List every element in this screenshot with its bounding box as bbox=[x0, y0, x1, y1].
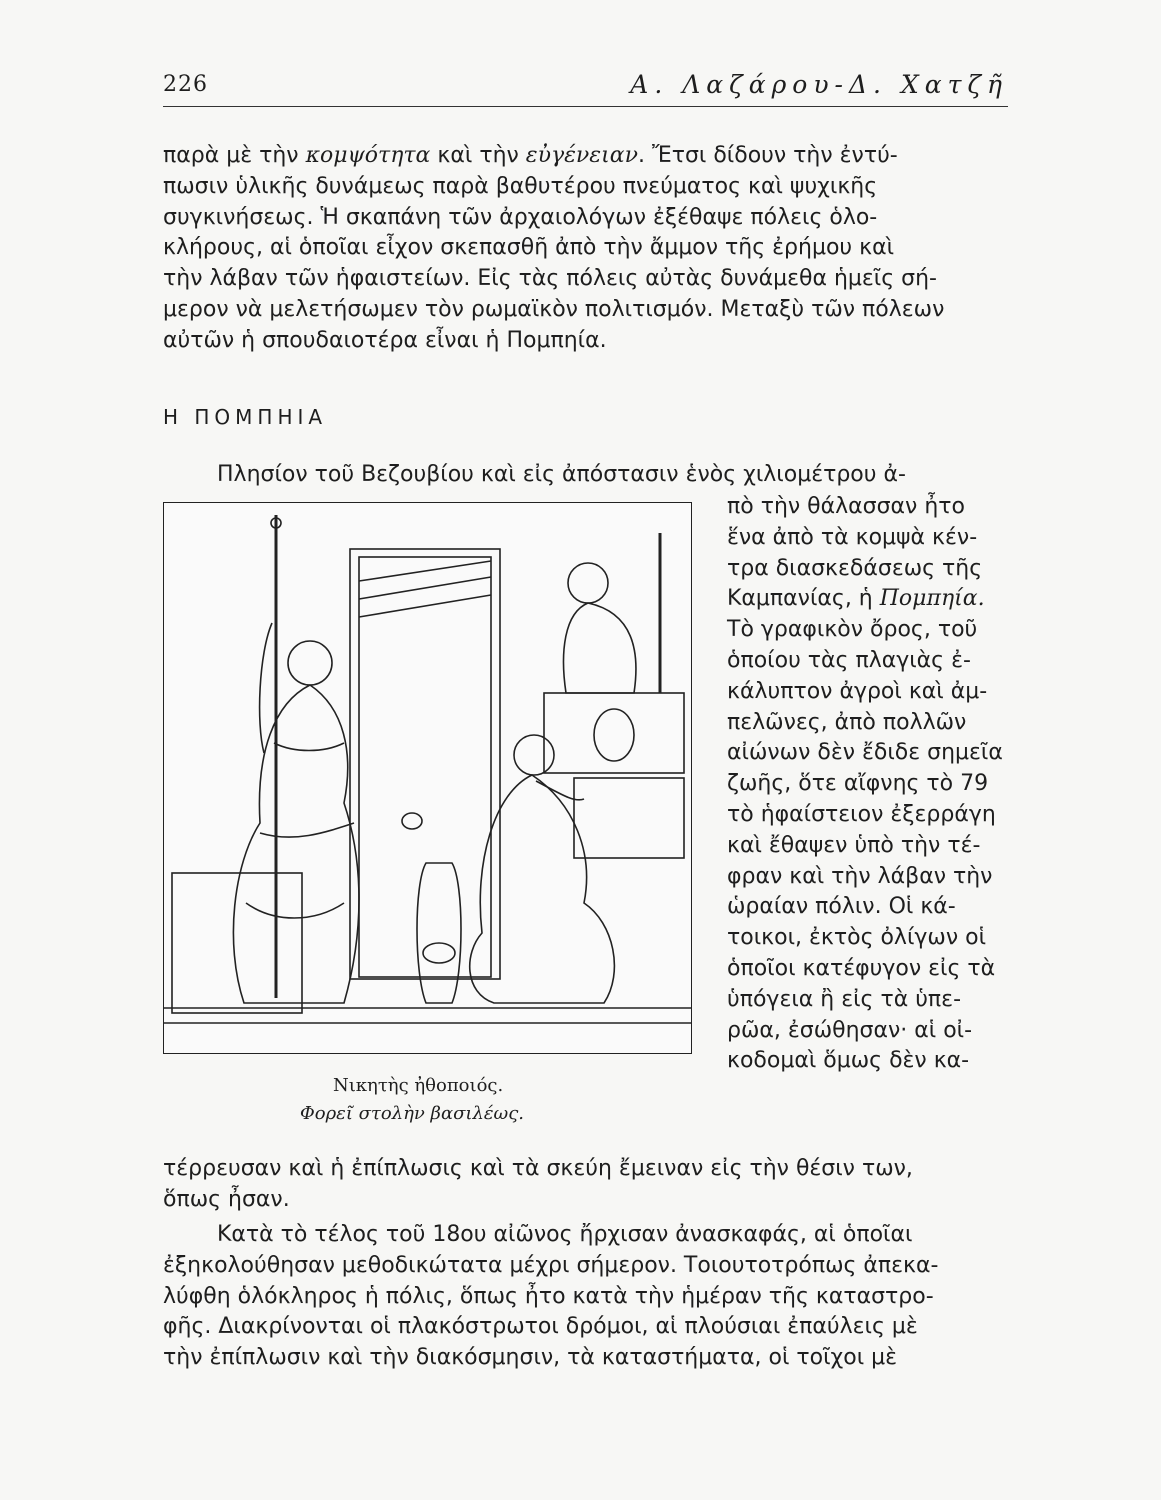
throne-seat bbox=[172, 873, 302, 1013]
page-number: 226 bbox=[163, 72, 208, 97]
column-line: αἰώνων δὲν ἔδιδε σημεῖα bbox=[727, 740, 1003, 766]
column-line: Τὸ γραφικὸν ὄρος, τοῦ bbox=[727, 617, 978, 643]
column-line: ἕνα ἀπὸ τὰ κομψὰ κέν- bbox=[727, 524, 978, 550]
excavation-paragraph bbox=[163, 1220, 1008, 1374]
figure-caption-title: Νικητὴς ἠθοποιός. bbox=[333, 1075, 504, 1096]
column-line bbox=[727, 584, 1010, 615]
column-line: κοδομαὶ ὅμως δὲν κα- bbox=[727, 1048, 970, 1074]
column-line: τοικοι, ἐκτὸς ὀλίγων οἱ bbox=[727, 925, 987, 951]
doorway-inner bbox=[359, 557, 491, 977]
column-line: τὸ ἡφαίστειον ἐξερράγη bbox=[727, 801, 996, 827]
section-heading: Η ΠΟΜΠΗΙΑ bbox=[163, 405, 328, 429]
fillet-object bbox=[402, 813, 422, 829]
excavation-line: λύφθη ὁλόκληρος ἡ πόλις, ὅπως ἦτο κατὰ τὴν ἡμέραν τῆς καταστρο- bbox=[163, 1283, 934, 1309]
emphasis-elegance: κομψότητα bbox=[305, 143, 431, 168]
excavation-line: ἐξηκολούθησαν μεθοδικώτατα μέχρι σήμερον. Τοιουτοτρόπως ἀπεκα- bbox=[163, 1252, 939, 1278]
intro-paragraph bbox=[163, 141, 1008, 357]
intro-line1-part: παρὰ μὲ τὴν bbox=[163, 143, 306, 168]
fresco-drawing bbox=[164, 503, 691, 1053]
column-line: ρῶα, ἐσώθησαν· αἱ οἰ- bbox=[727, 1017, 973, 1043]
emphasis-nobility: εὐγένειαν bbox=[525, 143, 638, 168]
intro-line: πωσιν ὑλικῆς δυνάμεως παρὰ βαθυτέρου πνεύματος καὶ ψυχικῆς bbox=[163, 173, 878, 199]
excavation-line: τὴν ἐπίπλωσιν καὶ τὴν διακόσμησιν, τὰ καταστήματα, οἱ τοῖχοι μὲ bbox=[163, 1345, 898, 1371]
tripod-bowl bbox=[423, 943, 455, 963]
actor-belt bbox=[274, 743, 344, 751]
column-line-part: Καμπανίας, ἡ bbox=[727, 586, 880, 612]
column-line: τρα διασκεδάσεως τῆς bbox=[727, 555, 983, 581]
actor-robe bbox=[233, 685, 359, 1003]
intro-line: αὐτῶν ἡ σπουδαιοτέρα εἶναι ἡ Πομπηία. bbox=[163, 327, 607, 353]
column-line: ὁποίου τὰς πλαγιὰς ἐ- bbox=[727, 647, 971, 673]
excavation-line: Κατὰ τὸ τέλος τοῦ 18ου αἰῶνος ἤρχισαν ἀνασκαφάς, αἱ ὁποῖαι bbox=[217, 1222, 913, 1247]
doorway-shading bbox=[359, 595, 491, 617]
doorway-frame bbox=[350, 549, 500, 979]
figure-caption-detail: Φορεῖ στολὴν βασιλέως. bbox=[300, 1103, 525, 1124]
actor-head bbox=[288, 641, 332, 685]
excavation-line: φῆς. Διακρίνονται οἱ πλακόστρωτοι δρόμοι, αἱ πλούσιαι ἐπαύλεις μὲ bbox=[163, 1314, 918, 1340]
intro-line1-part: . Ἔτσι δίδουν τὴν ἐντύ- bbox=[637, 143, 898, 168]
robe-fold bbox=[246, 903, 344, 918]
intro-line: τὴν λάβαν τῶν ἡφαιστείων. Εἰς τὰς πόλεις αὐτὰς δυνάμεθα ἡμεῖς σή- bbox=[163, 266, 937, 292]
column-line: ζωῆς, ὅτε αἴφνης τὸ 79 bbox=[727, 771, 989, 797]
pompeii-first-line: Πλησίον τοῦ Βεζουβίου καὶ εἰς ἀπόστασιν ἑνὸς χιλιομέτρου ἀ- bbox=[217, 462, 906, 487]
attendant-body bbox=[564, 603, 636, 693]
intro-line: συγκινήσεως. Ἡ σκαπάνη τῶν ἀρχαιολόγων ἐξέθαψε πόλεις ὁλο- bbox=[163, 204, 878, 230]
doorway-shading bbox=[359, 577, 491, 599]
column-line: ὡραίαν πόλιν. Οἱ κά- bbox=[727, 894, 956, 920]
attendant-head bbox=[568, 563, 608, 603]
page-header bbox=[163, 66, 1008, 107]
tail-line: ὅπως ἦσαν. bbox=[163, 1186, 290, 1212]
illustration-figure bbox=[163, 502, 692, 1054]
pompeii-column-text bbox=[727, 492, 1010, 1077]
tripod-stand bbox=[417, 863, 461, 1003]
column-line: ὑπόγεια ἢ εἰς τὰ ὑπε- bbox=[727, 986, 962, 1012]
theatrical-mask bbox=[594, 709, 634, 761]
column-line: κάλυπτον ἀγροὶ καὶ ἀμ- bbox=[727, 678, 988, 704]
pompeii-tail-text bbox=[163, 1154, 1008, 1216]
tail-line: τέρρευσαν καὶ ἡ ἐπίπλωσις καὶ τὰ σκεύη ἔμειναν εἰς τὴν θέσιν των, bbox=[163, 1156, 913, 1181]
kneeling-woman-head bbox=[514, 735, 554, 775]
doorway-shading bbox=[359, 561, 491, 581]
intro-line1-part: καὶ τὴν bbox=[430, 143, 526, 168]
column-line: φραν καὶ τὴν λάβαν τὴν bbox=[727, 863, 993, 889]
emphasis-pompeii: Πομπηία. bbox=[879, 586, 985, 612]
intro-line bbox=[163, 141, 1008, 172]
robe-fold bbox=[260, 823, 354, 837]
column-line: πὸ τὴν θάλασσαν ἦτο bbox=[727, 494, 965, 519]
column-line: πελῶνες, ἀπὸ πολλῶν bbox=[727, 709, 967, 735]
intro-line: κλήρους, αἱ ὁποῖαι εἶχον σκεπασθῆ ἀπὸ τὴν ἄμμον τῆς ἐρήμου καὶ bbox=[163, 235, 895, 261]
intro-line: μερον νὰ μελετήσωμεν τὸν ρωμαϊκὸν πολιτισμόν. Μεταξὺ τῶν πόλεων bbox=[163, 296, 945, 322]
column-line: καὶ ἔθαψεν ὑπὸ τὴν τέ- bbox=[727, 832, 981, 858]
running-head: Α. Λαζάρου-Δ. Χατζῆ bbox=[630, 70, 1008, 99]
column-line: ὁποῖοι κατέφυγον εἰς τὰ bbox=[727, 955, 996, 981]
altar-block bbox=[574, 778, 684, 858]
